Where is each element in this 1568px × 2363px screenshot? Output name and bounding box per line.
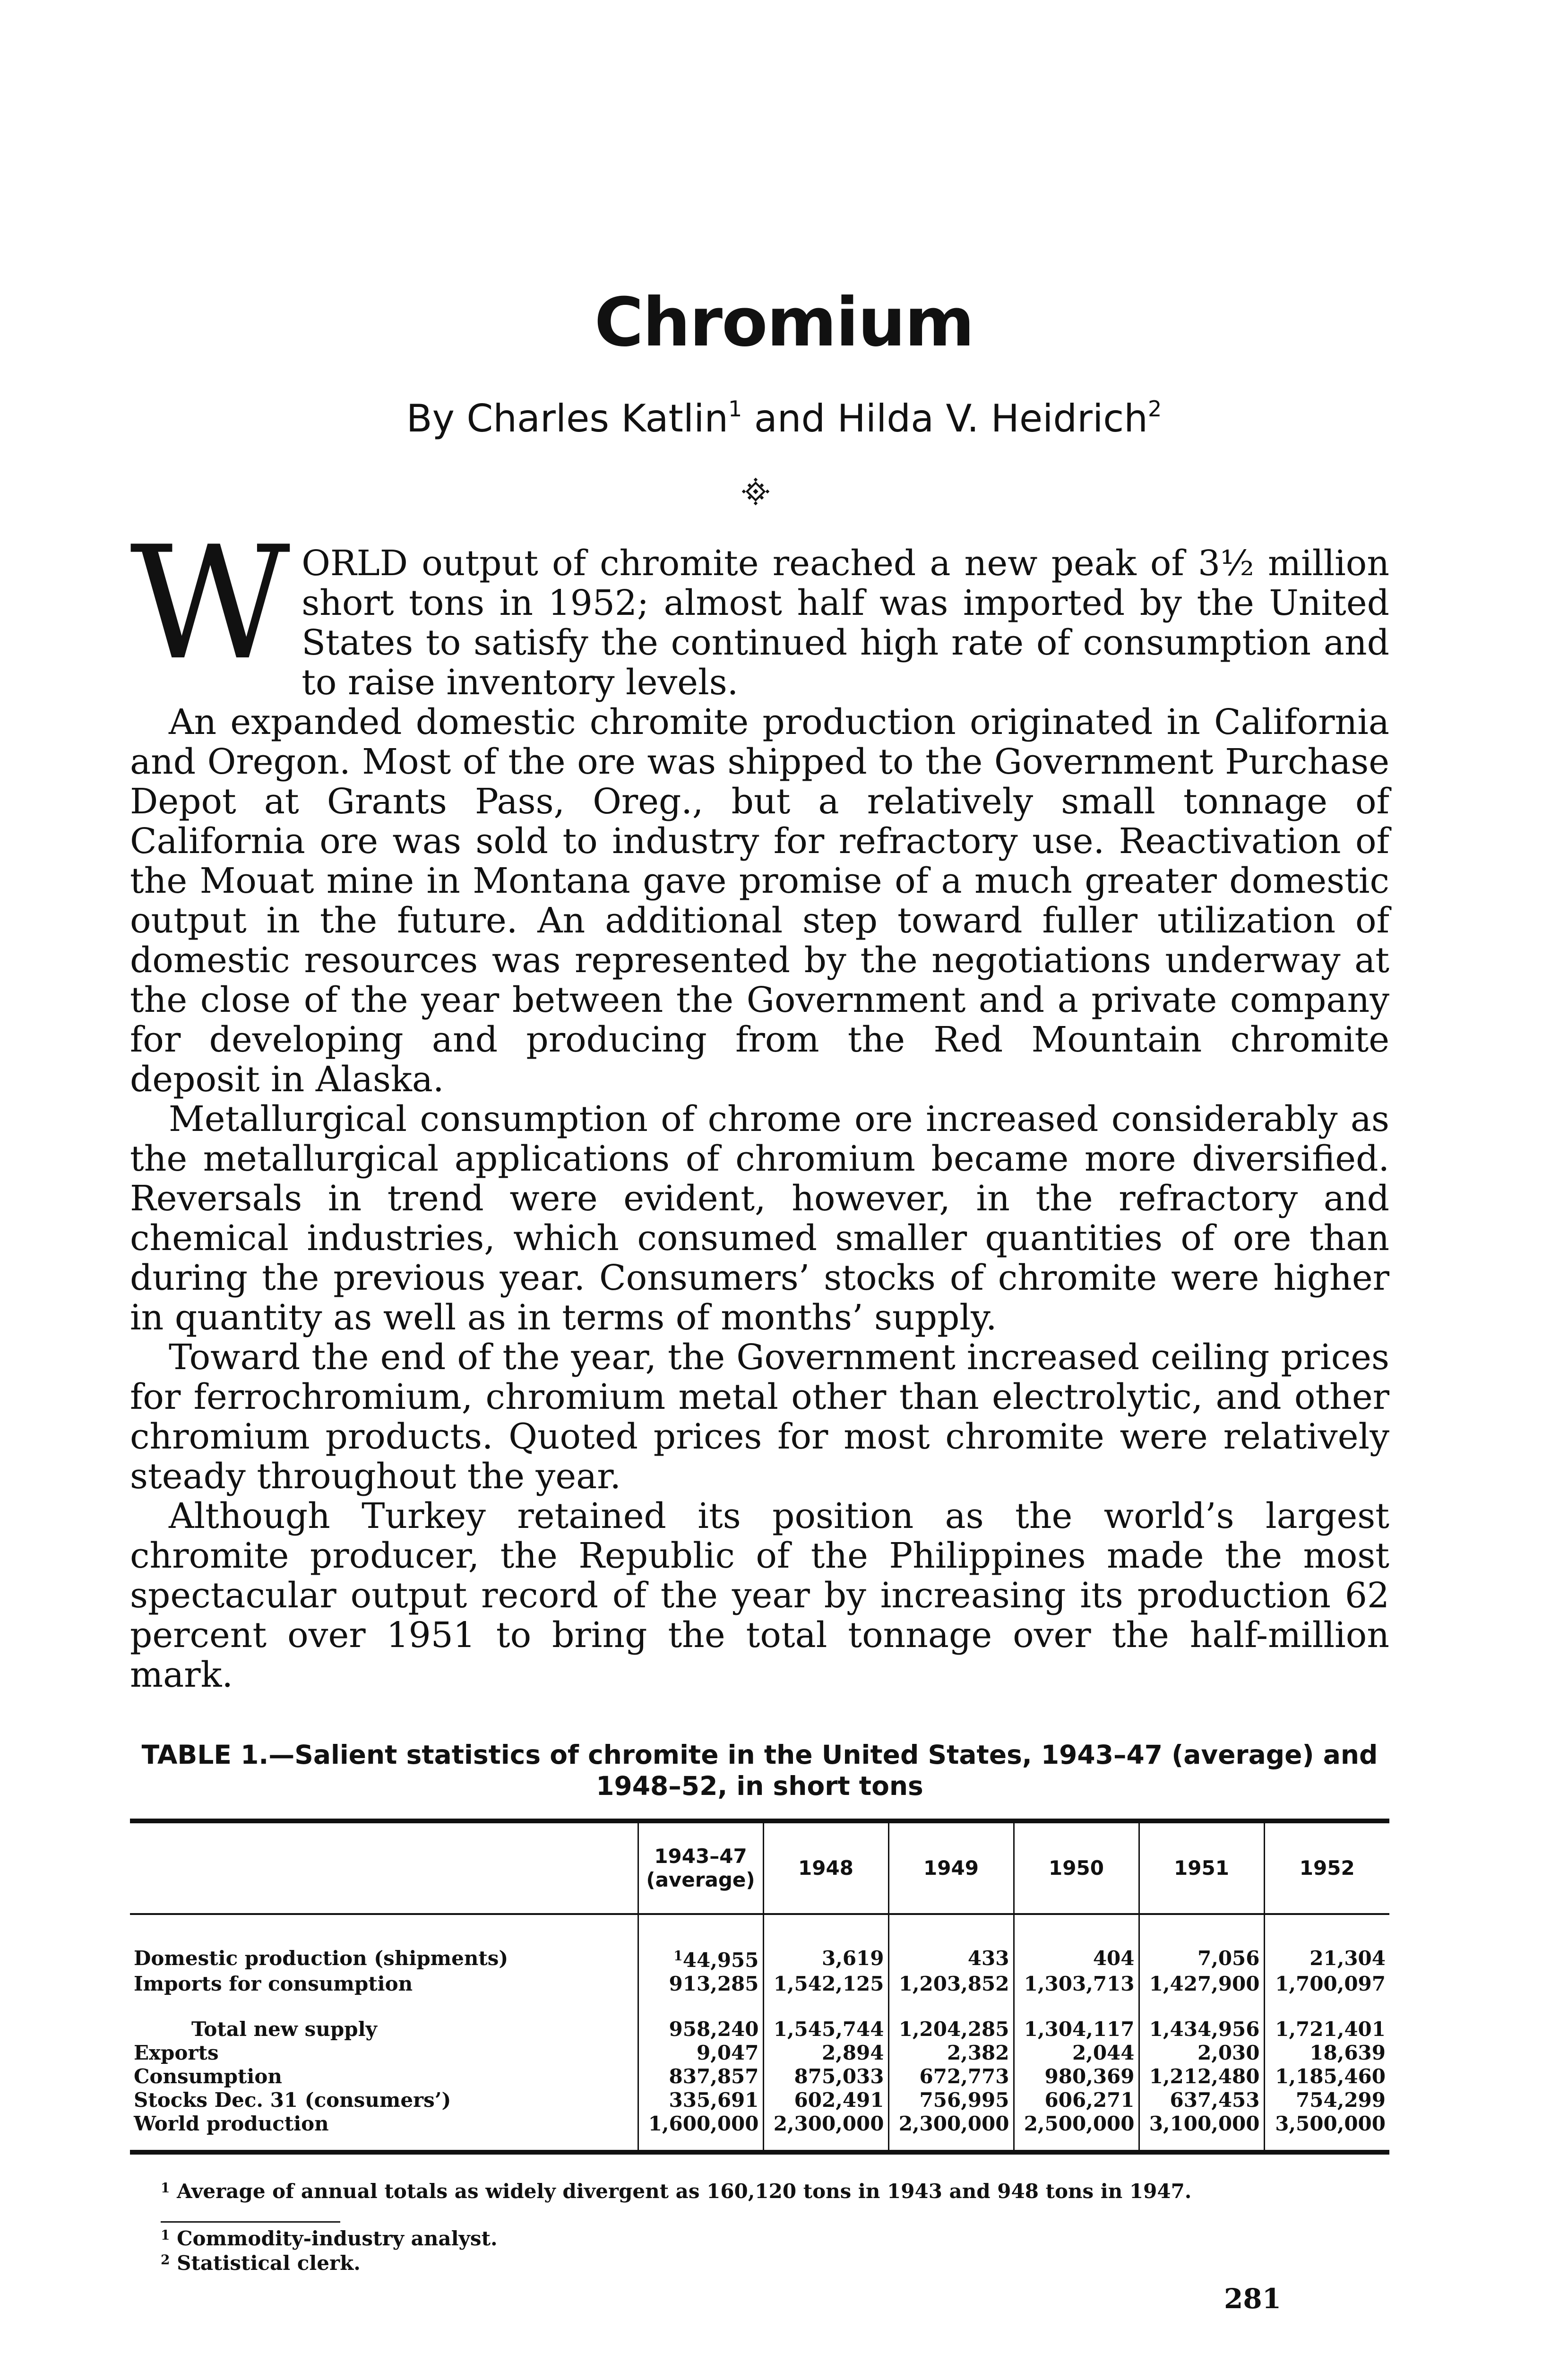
- table-row: [130, 1914, 1389, 1972]
- table-cell: 672,773: [888, 2065, 1014, 2088]
- table-cell: 2,894: [763, 2041, 888, 2065]
- table-cell: 958,240: [638, 1996, 763, 2041]
- table-cell: 602,491: [763, 2088, 888, 2112]
- column-header: 1948: [763, 1821, 888, 1914]
- table-row: [130, 2088, 1389, 2112]
- paragraph-1-text: ORLD output of chromite reached a new peak of 3½ million short tons in 1952; almost half was imported by the United States to satisfy the continued high rate of consumption and to raise inventory levels.: [302, 543, 1389, 703]
- table-cell: [638, 1914, 763, 1972]
- table-cell: 2,300,000: [763, 2112, 888, 2152]
- table-cell: 1,600,000: [638, 2112, 763, 2152]
- footnote-text: Statistical clerk.: [177, 2251, 361, 2275]
- table-cell: 1,721,401: [1264, 1996, 1389, 2041]
- table-row: [130, 2041, 1389, 2065]
- table-cell: 2,500,000: [1014, 2112, 1139, 2152]
- paragraph-2: An expanded domestic chromite production originated in California and Oregon. Most of the ore was shipped to the Government Purchase Depot at Grants Pass, Oreg., but a relatively small tonnage of California ore was sold to industry for refractory use. Reactivation of the Mouat mine in Montana gave promise of a much greater domestic output in the future. An additional step toward fuller utilization of domestic resources was represented by the negotiations underway at the close of the year between the Government and a private company for developing and producing from the Red Mountain chromite deposit in Alaska.: [130, 702, 1389, 1100]
- footnote-mark-1: 1: [728, 396, 742, 422]
- byline-author-1: By Charles Katlin: [406, 397, 729, 440]
- paragraph-4: Toward the end of the year, the Government increased ceiling prices for ferrochromium, chromium metal other than electrolytic, and other chromium products. Quoted prices for most chromite were relatively steady throughout the year.: [130, 1337, 1389, 1497]
- table-cell: 1,212,480: [1139, 2065, 1264, 2088]
- footnote-mark: 2: [161, 2252, 170, 2268]
- table-cell: 433: [888, 1914, 1014, 1972]
- row-label: Stocks Dec. 31 (consumers’): [134, 2088, 451, 2112]
- column-header: 1949: [888, 1821, 1014, 1914]
- footnote-mark: 1: [161, 2180, 170, 2196]
- column-header: 1952: [1264, 1821, 1389, 1914]
- footnote-mark-2: 2: [1147, 396, 1162, 422]
- cell-value: 44,955: [682, 1949, 759, 1972]
- page-number: 281: [1224, 2283, 1282, 2315]
- column-header: 1951: [1139, 1821, 1264, 1914]
- footnote-mark: 1: [161, 2227, 170, 2243]
- column-header: 1950: [1014, 1821, 1139, 1914]
- byline: [0, 396, 1568, 440]
- paragraph-5: Although Turkey retained its position as the world’s largest chromite producer, the Republic of the Philippines made the most spectacular output record of the year by increasing its production 62 percent over 1951 to bring the total tonnage over the half-million mark.: [130, 1496, 1389, 1695]
- ornament-icon: [741, 477, 770, 506]
- table-cell: 3,619: [763, 1914, 888, 1972]
- table-footnote-text: Average of annual totals as widely divergent as 160,120 tons in 1943 and 948 tons in 1947.: [177, 2180, 1192, 2203]
- table-cell: 1,545,744: [763, 1996, 888, 2041]
- table-cell: 1,185,460: [1264, 2065, 1389, 2088]
- row-label: Consumption: [134, 2065, 282, 2088]
- page-title: Chromium: [594, 284, 974, 362]
- table-row: [130, 1972, 1389, 1996]
- table-cell: 2,382: [888, 2041, 1014, 2065]
- table-cell: 3,500,000: [1264, 2112, 1389, 2152]
- table-cell: 1,303,713: [1014, 1972, 1139, 1996]
- table-corner: [130, 1821, 638, 1914]
- table-cell: 1,542,125: [763, 1972, 888, 1996]
- table-cell: 637,453: [1139, 2088, 1264, 2112]
- footnote-2: [161, 2251, 361, 2275]
- table-cell: 3,100,000: [1139, 2112, 1264, 2152]
- table-cell: 2,030: [1139, 2041, 1264, 2065]
- table-row: [130, 2065, 1389, 2088]
- table-cell: 1,427,900: [1139, 1972, 1264, 1996]
- table-cell: 1,203,852: [888, 1972, 1014, 1996]
- table-cell: 7,056: [1139, 1914, 1264, 1972]
- byline-author-2: and Hilda V. Heidrich: [742, 397, 1148, 440]
- footnote-divider: [161, 2221, 340, 2223]
- table-cell: 1,304,117: [1014, 1996, 1139, 2041]
- table-cell: 837,857: [638, 2065, 763, 2088]
- row-label: Imports for consumption: [134, 1972, 413, 1995]
- row-label: Total new supply: [191, 2018, 377, 2041]
- table-cell: 606,271: [1014, 2088, 1139, 2112]
- table-cell: 1,434,956: [1139, 1996, 1264, 2041]
- statistics-table: [130, 1819, 1389, 2155]
- table-cell: 404: [1014, 1914, 1139, 1972]
- table-cell: 1,204,285: [888, 1996, 1014, 2041]
- table-cell: 1,700,097: [1264, 1972, 1389, 1996]
- table-cell: 18,639: [1264, 2041, 1389, 2065]
- table-header-row: [130, 1821, 1389, 1914]
- table-cell: 21,304: [1264, 1914, 1389, 1972]
- table-cell: 9,047: [638, 2041, 763, 2065]
- drop-cap: W: [130, 513, 291, 694]
- row-label: World production: [130, 2112, 638, 2152]
- row-label: Domestic production (shipments): [134, 1946, 508, 1970]
- table-caption: TABLE 1.—Salient statistics of chromite in the United States, 1943–47 (average) and 1948–52, in short tons: [141, 1740, 1378, 1801]
- table-cell: 756,995: [888, 2088, 1014, 2112]
- table-cell: 980,369: [1014, 2065, 1139, 2088]
- table-row: [130, 2112, 1389, 2152]
- table-cell: 913,285: [638, 1972, 763, 1996]
- footnote-mark: 1: [673, 1948, 683, 1964]
- table-cell: 2,300,000: [888, 2112, 1014, 2152]
- table-cell: 875,033: [763, 2065, 888, 2088]
- table-row: [130, 1996, 1389, 2041]
- footnote-1: [161, 2227, 498, 2250]
- footnote-text: Commodity-industry analyst.: [177, 2227, 498, 2250]
- article-body: [130, 513, 1389, 1695]
- row-label: Exports: [134, 2041, 219, 2064]
- paragraph-3: Metallurgical consumption of chrome ore increased considerably as the metallurgical applications of chromium became more diversified. Reversals in trend were evident, however, in the refractory and chemical industries, which consumed smaller quantities of ore than during the previous year. Consumers’ stocks of chromite were higher in quantity as well as in terms of months’ supply.: [130, 1099, 1389, 1338]
- column-header: 1943–47 (average): [638, 1821, 763, 1914]
- table-cell: 335,691: [638, 2088, 763, 2112]
- table-footnote: [161, 2180, 1191, 2203]
- paragraph-1: [130, 513, 1389, 703]
- table-cell: 2,044: [1014, 2041, 1139, 2065]
- table-cell: 754,299: [1264, 2088, 1389, 2112]
